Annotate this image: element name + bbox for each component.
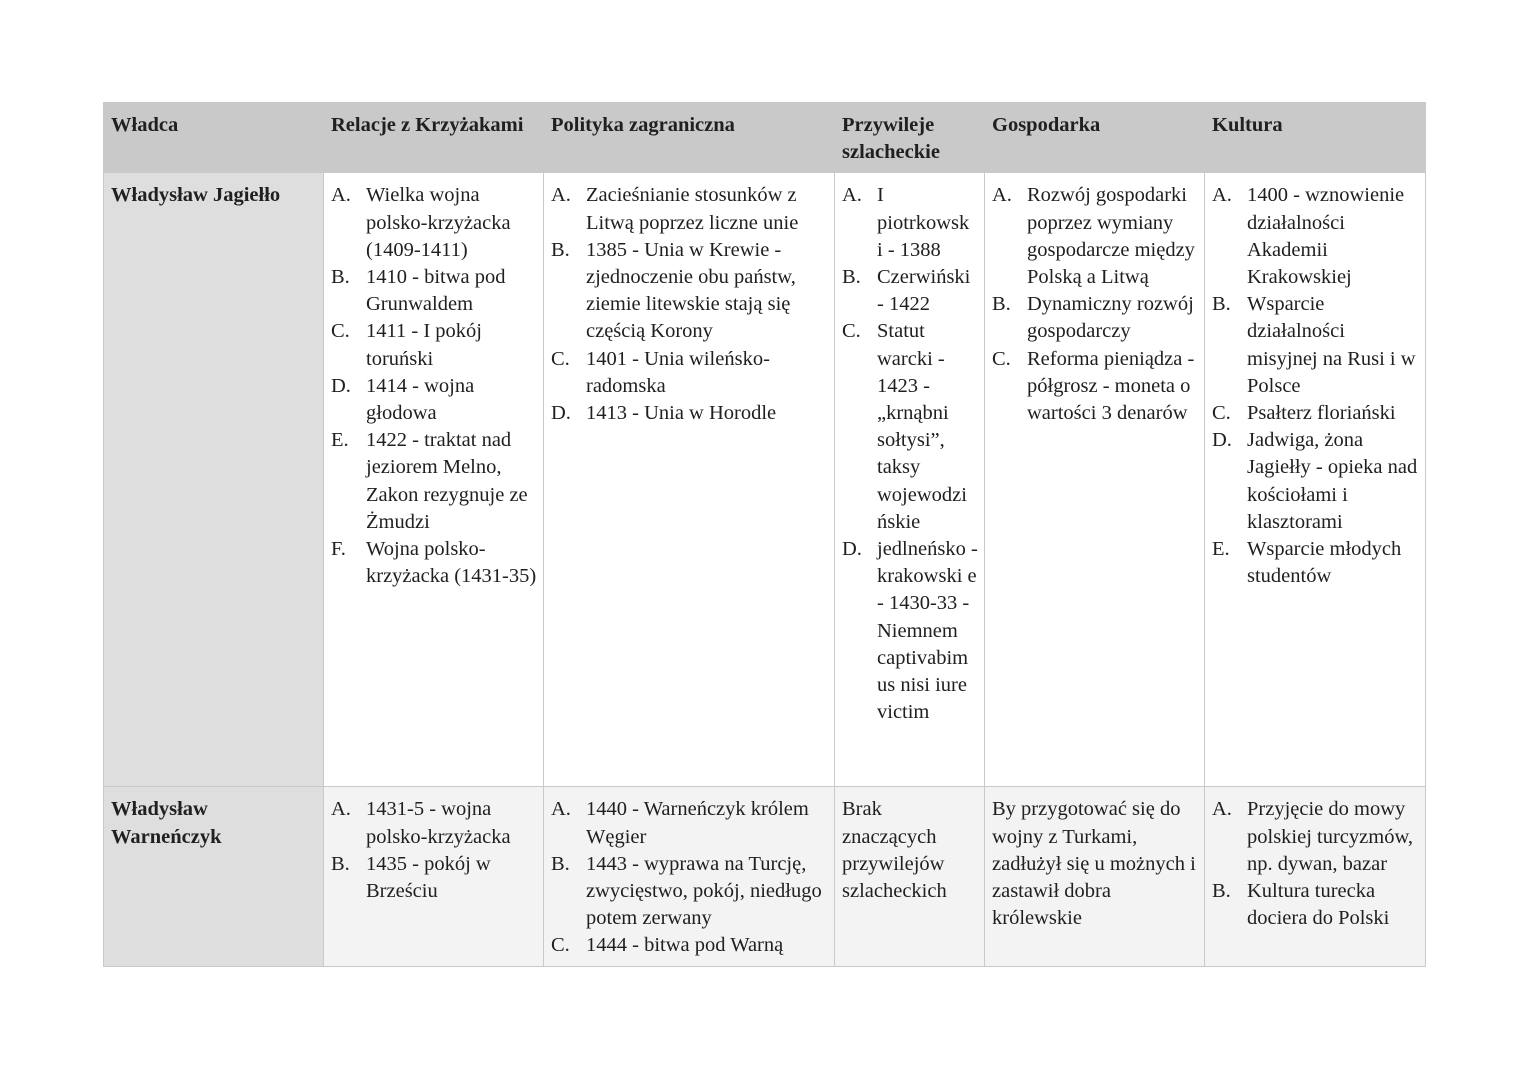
list-marker: E. xyxy=(331,429,349,452)
item-list xyxy=(1212,796,1419,932)
item-list xyxy=(842,182,978,726)
header-cell-teutonic-relations: Relacje z Krzyżakami xyxy=(324,103,544,173)
list-marker: C. xyxy=(551,934,570,957)
list-item-text: Wsparcie młodych studentów xyxy=(1247,538,1402,588)
list-marker: B. xyxy=(331,266,350,289)
header-cell-foreign-policy: Polityka zagraniczna xyxy=(544,103,835,173)
list-item-text: Jadwiga, żona Jagiełły - opieka nad kościołami i klasztorami xyxy=(1247,429,1418,533)
list-item xyxy=(992,182,1198,291)
list-marker: A. xyxy=(1212,798,1232,821)
list-item-text: Kultura turecka dociera do Polski xyxy=(1247,880,1390,930)
list-item-text: 1444 - bitwa pod Warną xyxy=(586,934,784,957)
list-item-text: 1414 - wojna głodowa xyxy=(366,374,475,425)
list-marker: C. xyxy=(551,347,570,370)
list-item xyxy=(551,796,828,850)
list-item xyxy=(331,427,537,536)
list-marker: A. xyxy=(331,184,351,207)
list-item xyxy=(1212,182,1419,291)
list-item-text: 1411 - I pokój toruński xyxy=(366,320,482,370)
header-cell-culture: Kultura xyxy=(1205,103,1426,173)
list-marker: B. xyxy=(1212,880,1231,903)
list-item xyxy=(1212,796,1419,878)
cell-nobility-privileges xyxy=(835,787,985,966)
list-item xyxy=(551,932,828,959)
cell-nobility-privileges xyxy=(835,173,985,787)
list-item xyxy=(842,536,978,726)
list-marker: D. xyxy=(551,402,571,425)
item-list xyxy=(331,796,537,905)
list-marker: F. xyxy=(331,538,346,561)
list-marker: B. xyxy=(551,238,570,261)
cell-text: Brak znaczących przywilejów szlacheckich xyxy=(842,798,947,903)
cell-economy xyxy=(985,173,1205,787)
cell-culture xyxy=(1205,173,1426,787)
item-list xyxy=(331,182,537,590)
cell-culture xyxy=(1205,787,1426,966)
item-list xyxy=(992,182,1198,427)
table-row xyxy=(104,173,1426,787)
list-item-text: Czerwiński - 1422 xyxy=(877,266,971,316)
list-item-text: 1401 - Unia wileńsko-radomska xyxy=(586,347,770,397)
list-item-text: 1385 - Unia w Krewie - zjednoczenie obu państw, ziemie litewskie stają się częścią Korony xyxy=(586,238,796,343)
list-marker: C. xyxy=(992,347,1011,370)
header-cell-ruler: Władca xyxy=(104,103,324,173)
list-item xyxy=(842,318,978,536)
list-marker: B. xyxy=(331,852,350,875)
list-item xyxy=(331,796,537,850)
list-item xyxy=(1212,536,1419,590)
list-item xyxy=(1212,427,1419,536)
list-item xyxy=(1212,400,1419,427)
cell-teutonic-relations xyxy=(324,787,544,966)
list-marker: A. xyxy=(551,798,571,821)
list-item xyxy=(842,264,978,318)
list-marker: B. xyxy=(842,266,861,289)
list-item-text: 1410 - bitwa pod Grunwaldem xyxy=(366,266,506,316)
list-marker: B. xyxy=(992,293,1011,316)
list-marker: C. xyxy=(331,320,350,343)
list-item xyxy=(551,346,828,400)
list-item xyxy=(331,536,537,590)
list-marker: C. xyxy=(842,320,861,343)
list-item-text: Reforma pieniądza - półgrosz - moneta o wartości 3 denarów xyxy=(1027,347,1195,425)
list-item xyxy=(992,291,1198,345)
list-item xyxy=(551,182,828,236)
list-item-text: I piotrkowsk i - 1388 xyxy=(877,184,970,261)
item-list xyxy=(1212,182,1419,590)
list-marker: A. xyxy=(992,184,1012,207)
list-item-text: 1443 - wyprawa na Turcję, zwycięstwo, pokój, niedługo potem zerwany xyxy=(586,852,822,930)
list-item-text: Psałterz floriański xyxy=(1247,402,1396,425)
list-item xyxy=(1212,291,1419,400)
list-marker: B. xyxy=(1212,293,1231,316)
list-item xyxy=(551,237,828,346)
list-item-text: Dynamiczny rozwój gospodarczy xyxy=(1027,293,1194,343)
list-marker: C. xyxy=(1212,402,1231,425)
header-cell-economy: Gospodarka xyxy=(985,103,1205,173)
list-marker: D. xyxy=(1212,429,1232,452)
list-item xyxy=(1212,878,1419,932)
list-item xyxy=(331,373,537,427)
list-item xyxy=(551,400,828,427)
list-item xyxy=(331,851,537,905)
ruler-name-cell: Władysław Jagiełło xyxy=(104,173,324,787)
list-item-text: Statut warcki - 1423 - „krnąbni sołtysi”, taksy wojewodzi ńskie xyxy=(877,320,967,533)
list-marker: A. xyxy=(842,184,862,207)
list-item xyxy=(992,346,1198,428)
table-row xyxy=(104,787,1426,966)
header-row xyxy=(104,103,1426,173)
list-item-text: 1422 - traktat nad jeziorem Melno, Zakon rezygnuje ze Żmudzi xyxy=(366,429,528,533)
cell-text: By przygotować się do wojny z Turkami, zadłużył się u możnych i zastawił dobra królewskie xyxy=(992,798,1196,930)
list-item-text: 1431-5 - wojna polsko-krzyżacka xyxy=(366,798,511,848)
list-item-text: Wojna polsko-krzyżacka (1431-35) xyxy=(366,538,537,588)
list-item-text: jedlneńsko - krakowski e - 1430-33 - Niemnem captivabim us nisi iure victim xyxy=(877,538,978,724)
list-marker: A. xyxy=(1212,184,1232,207)
list-item xyxy=(331,182,537,264)
list-item-text: 1413 - Unia w Horodle xyxy=(586,402,777,425)
list-item xyxy=(842,182,978,264)
rulers-table xyxy=(103,102,1426,967)
list-item-text: Rozwój gospodarki poprzez wymiany gospodarcze między Polską a Litwą xyxy=(1027,184,1195,289)
cell-foreign-policy xyxy=(544,173,835,787)
list-marker: A. xyxy=(551,184,571,207)
list-item-text: Zacieśnianie stosunków z Litwą poprzez liczne unie xyxy=(586,184,799,234)
list-item xyxy=(331,264,537,318)
list-marker: D. xyxy=(331,374,351,397)
list-item-text: 1435 - pokój w Brześciu xyxy=(366,852,491,903)
cell-economy xyxy=(985,787,1205,966)
cell-teutonic-relations xyxy=(324,173,544,787)
ruler-name-cell: Władysław Warneńczyk xyxy=(104,787,324,966)
list-item-text: Wielka wojna polsko-krzyżacka (1409-1411) xyxy=(366,184,511,261)
list-item xyxy=(551,851,828,933)
list-marker: B. xyxy=(551,852,570,875)
list-item-text: Wsparcie działalności misyjnej na Rusi i w Polsce xyxy=(1247,293,1416,397)
cell-foreign-policy xyxy=(544,787,835,966)
list-marker: D. xyxy=(842,538,862,561)
header-cell-nobility-privileges: Przywileje szlacheckie xyxy=(835,103,985,173)
list-item-text: 1400 - wznowienie działalności Akademii Krakowskiej xyxy=(1247,184,1405,289)
list-item-text: Przyjęcie do mowy polskiej turcyzmów, np. dywan, bazar xyxy=(1247,798,1414,875)
item-list xyxy=(551,796,828,959)
list-item-text: 1440 - Warneńczyk królem Węgier xyxy=(586,798,809,848)
list-marker: A. xyxy=(331,798,351,821)
list-item xyxy=(331,318,537,372)
list-marker: E. xyxy=(1212,538,1230,561)
item-list xyxy=(551,182,828,427)
